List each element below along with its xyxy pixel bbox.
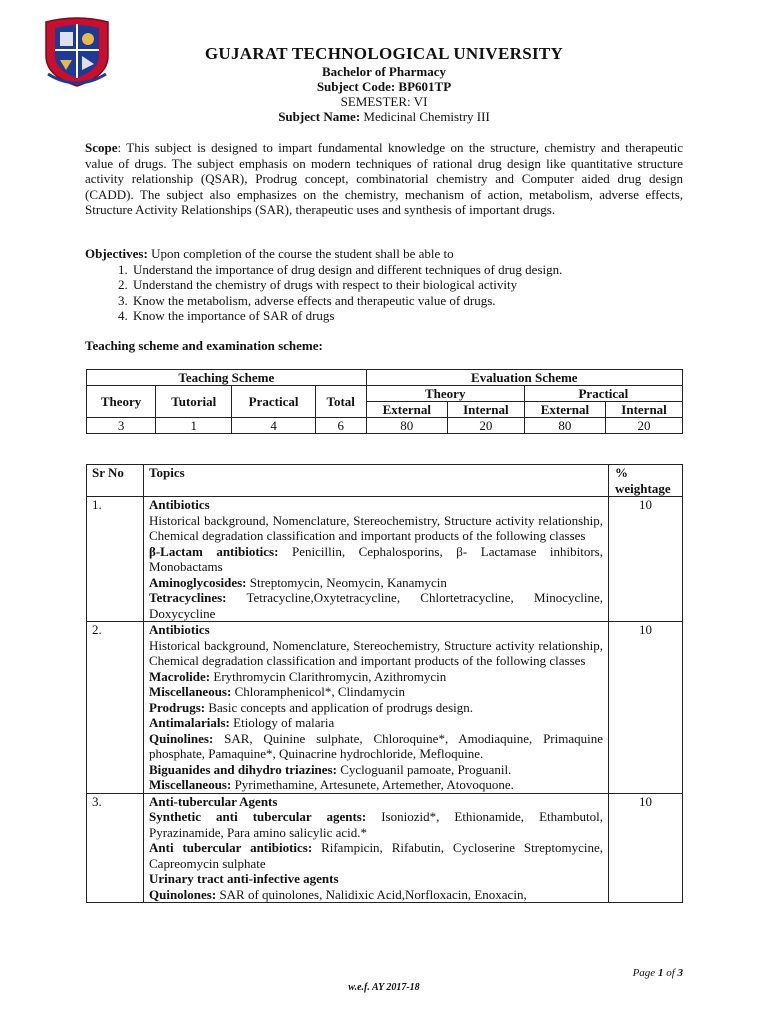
topic-subheading: Miscellaneous: xyxy=(149,684,232,699)
topic-subheading: Aminoglycosides: xyxy=(149,574,247,590)
topic-subheading: Tetracyclines: xyxy=(149,590,227,605)
topic-text: Chloramphenicol*, Clindamycin xyxy=(231,684,405,699)
table-cell: 80 xyxy=(366,418,447,434)
topic-subheading: β-Lactam antibiotics: xyxy=(149,543,279,559)
practical-external-header: External xyxy=(524,402,605,418)
page-current: 1 xyxy=(657,967,664,979)
page-of: of xyxy=(663,967,678,979)
topic-line xyxy=(149,762,603,778)
topic-line xyxy=(149,684,603,700)
topic-title: Antibiotics xyxy=(149,622,210,637)
topic-line xyxy=(149,840,603,871)
subject-name-line xyxy=(130,109,638,124)
topic-line xyxy=(149,715,603,731)
page-number xyxy=(633,967,683,979)
topics-header: Topics xyxy=(144,465,609,497)
topic-subheading: Quinolones: xyxy=(149,886,217,902)
topic-line xyxy=(149,731,603,762)
topic-text: Rifampicin, Rifabutin, Cycloserine Streptomycine, Capreomycin sulphate xyxy=(149,840,603,871)
topic-cell xyxy=(144,622,609,794)
subject-name: Medicinal Chemistry III xyxy=(360,109,490,124)
topic-text: Isoniozid*, Ethionamide, Ethambutol, Pyrazinamide, Para amino salicylic acid.* xyxy=(149,809,603,840)
topic-cell xyxy=(144,793,609,903)
theory-header: Theory xyxy=(87,386,156,418)
topic-subheading: Antimalarials: xyxy=(149,715,230,730)
table-row xyxy=(87,497,683,622)
weightage-header-label: weightage xyxy=(615,480,671,496)
teaching-scheme-header: Teaching Scheme xyxy=(87,370,367,386)
objective-item: 4. Know the importance of SAR of drugs xyxy=(131,308,683,324)
topic-subheading: Synthetic anti tubercular agents: xyxy=(149,809,367,824)
objective-item: 1. Understand the importance of drug design and different techniques of drug design. xyxy=(131,262,683,278)
page-total: 3 xyxy=(677,967,683,979)
topic-text: Historical background, Nomenclature, Stereochemistry, Structure activity relationship, Chemical degradation classification and important products of the following classes xyxy=(149,512,603,543)
subject-code: Subject Code: BP601TP xyxy=(316,79,452,94)
scope-label: Scope xyxy=(85,140,118,155)
topics-table xyxy=(86,464,683,903)
table-cell: 1 xyxy=(156,418,232,434)
topics-header-row xyxy=(87,465,683,497)
topic-line xyxy=(149,590,603,621)
scheme-table xyxy=(86,369,683,434)
weightage-cell: 10 xyxy=(609,793,683,903)
teaching-scheme-title: Teaching scheme and examination scheme: xyxy=(85,338,323,353)
eval-theory-header: Theory xyxy=(366,386,524,402)
sr-no-cell: 1. xyxy=(87,497,144,622)
objectives-list xyxy=(85,262,683,324)
objectives-section xyxy=(85,246,683,324)
table-cell: 4 xyxy=(232,418,315,434)
table-cell: 20 xyxy=(447,418,524,434)
topic-text: Streptomycin, Neomycin, Kanamycin xyxy=(246,574,447,590)
topic-line xyxy=(149,777,603,793)
table-row xyxy=(87,622,683,794)
sr-no-cell: 3. xyxy=(87,793,144,903)
scope-paragraph xyxy=(85,140,683,218)
table-cell: 6 xyxy=(315,418,366,434)
topic-subheading: Miscellaneous: xyxy=(149,777,232,792)
scheme-values-row xyxy=(87,418,683,434)
eval-practical-header: Practical xyxy=(524,386,682,402)
practical-internal-header: Internal xyxy=(606,402,683,418)
table-cell: 3 xyxy=(87,418,156,434)
gtu-logo xyxy=(38,12,116,88)
topic-text: Historical background, Nomenclature, Stereochemistry, Structure activity relationship, Chemical degradation classification and important products of the following classes xyxy=(149,637,603,668)
tutorial-header: Tutorial xyxy=(156,386,232,418)
effective-date: w.e.f. AY 2017-18 xyxy=(348,982,420,993)
topic-title: Anti-tubercular Agents xyxy=(149,793,278,809)
topic-subheading: Anti tubercular antibiotics: xyxy=(149,840,313,855)
total-header: Total xyxy=(315,386,366,418)
topic-subheading: Prodrugs: xyxy=(149,699,206,715)
objectives-intro-line xyxy=(85,246,683,262)
topic-text: Basic concepts and application of prodrugs design. xyxy=(205,699,473,715)
topic-subheading: Biguanides and dihydro triazines: xyxy=(149,761,337,777)
topic-text: Tetracycline,Oxytetracycline, Chlortetracycline, Minocycline, Doxycycline xyxy=(149,590,603,621)
topic-text: Penicillin, Cephalosporins, β- Lactamase inhibitors, Monobactams xyxy=(149,543,603,574)
topic-line xyxy=(149,669,603,685)
topic-line xyxy=(149,887,603,903)
topic-title: Antibiotics xyxy=(149,497,210,512)
weightage-header-percent: % xyxy=(615,465,628,480)
scope-text: : This subject is designed to impart fundamental knowledge on the structure, chemistry and therapeutic value of drugs. The subject emphasis on modern techniques of rational drug design like quantitative structure activity relationship (QSAR), Prodrug concept, combinatorial chemistry and Computer aided drug design (CADD). The subject also emphasizes on the chemistry, mechanism of action, metabolism, adverse effects, Structure Activity Relationships (SAR), therapeutic uses and synthesis of important drugs. xyxy=(85,140,683,217)
topic-text: SAR, Quinine sulphate, Chloroquine*, Amodiaquine, Primaquine phosphate, Pamaquine*, Quinacrine hydrochloride, Mefloquine. xyxy=(149,730,603,761)
table-row xyxy=(87,793,683,903)
topic-text: Etiology of malaria xyxy=(229,715,335,730)
topic-text: Pyrimethamine, Artesunete, Artemether, Atovoquone. xyxy=(231,777,514,792)
theory-internal-header: Internal xyxy=(447,402,524,418)
sr-no-cell: 2. xyxy=(87,622,144,794)
university-name: GUJARAT TECHNOLOGICAL UNIVERSITY xyxy=(204,44,564,63)
objective-item: 3. Know the metabolism, adverse effects and therapeutic value of drugs. xyxy=(131,293,683,309)
topic-text: SAR of quinolones, Nalidixic Acid,Norfloxacin, Enoxacin, xyxy=(216,886,527,902)
topic-line xyxy=(149,575,603,591)
program-name: Bachelor of Pharmacy xyxy=(322,64,446,79)
topic-text: Cycloguanil pamoate, Proguanil. xyxy=(336,761,512,777)
objectives-intro: Upon completion of the course the student shall be able to xyxy=(147,246,454,261)
weightage-cell: 10 xyxy=(609,497,683,622)
topic-subheading: Urinary tract anti-infective agents xyxy=(149,871,339,886)
weightage-header xyxy=(609,465,683,497)
theory-external-header: External xyxy=(366,402,447,418)
table-cell: 80 xyxy=(524,418,605,434)
topic-text: Erythromycin Clarithromycin, Azithromycin xyxy=(210,668,447,684)
sr-no-header: Sr No xyxy=(87,465,144,497)
document-header xyxy=(130,44,638,124)
objectives-label: Objectives: xyxy=(85,246,148,261)
page-prefix: Page xyxy=(632,967,658,979)
semester: SEMESTER: VI xyxy=(340,94,428,109)
evaluation-scheme-header: Evaluation Scheme xyxy=(366,370,682,386)
topic-line xyxy=(149,544,603,575)
practical-header: Practical xyxy=(232,386,315,418)
topic-subheading: Quinolines: xyxy=(149,730,214,746)
topic-subheading: Macrolide: xyxy=(149,668,211,684)
objective-item: 2. Understand the chemistry of drugs with respect to their biological activity xyxy=(131,277,683,293)
topic-line xyxy=(149,809,603,840)
table-cell: 20 xyxy=(606,418,683,434)
weightage-cell: 10 xyxy=(609,622,683,794)
subject-name-label: Subject Name: xyxy=(278,109,361,124)
topic-cell xyxy=(144,497,609,622)
topic-line xyxy=(149,700,603,716)
